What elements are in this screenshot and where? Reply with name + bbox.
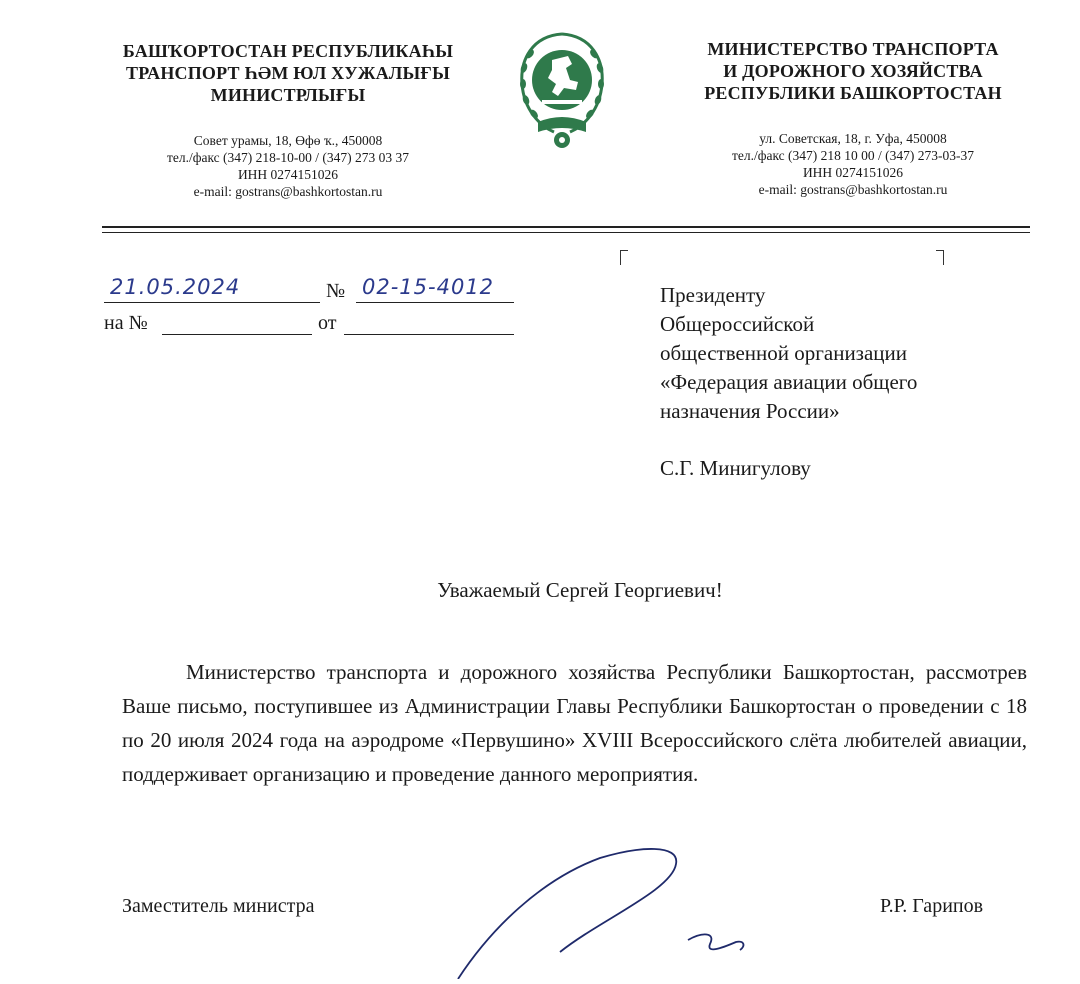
left-contact-email: e-mail: gostrans@bashkortostan.ru [193, 184, 383, 199]
number-underline [356, 302, 514, 303]
header-divider-thin [102, 232, 1030, 233]
signatory-position: Заместитель министра [122, 895, 315, 917]
handwritten-signature [440, 840, 760, 979]
letter-body-text: Министерство транспорта и дорожного хозяйства Республики Башкортостан, рассмотрев Ваше письмо, поступившее из Администрации Главы Республики Башкортостан о проведении с 18 по 20 июля 2024 года на аэродроме «Первушино» XVIII Всероссийского слёта любителей авиации, поддерживает организацию и проведение данного мероприятия. [122, 660, 1027, 786]
right-contact-inn: ИНН 0274151026 [802, 165, 904, 180]
handwritten-date: 21.05.2024 [110, 275, 241, 299]
right-contact-email: e-mail: gostrans@bashkortostan.ru [758, 182, 948, 197]
right-title-line-2: И ДОРОЖНОГО ХОЗЯЙСТВА [723, 61, 983, 81]
letter-body [122, 655, 1027, 791]
number-label: № [326, 280, 346, 302]
ref-from-label: от [318, 312, 337, 334]
addressee-line-2: Общероссийской [660, 312, 815, 336]
left-contact-inn: ИНН 0274151026 [237, 167, 339, 182]
left-contact-phone: тел./факс (347) 218-10-00 / (347) 273 03 37 [166, 150, 410, 165]
addressee-line-1: Президенту [660, 283, 766, 307]
addressee-block [660, 281, 917, 483]
addressee-line-3: общественной организации [660, 341, 908, 365]
addressee-line-5: назначения России» [660, 399, 840, 423]
ref-number-underline [162, 334, 312, 335]
ref-number-label: на № [104, 312, 148, 334]
left-header-bashkir [88, 40, 488, 200]
left-contact-address: Совет урамы, 18, Өфө ҡ., 450008 [193, 133, 383, 148]
left-header-title [88, 40, 488, 106]
addressee-name: С.Г. Минигулову [660, 456, 811, 480]
right-header-title [668, 38, 1038, 104]
left-header-contacts [88, 132, 488, 200]
ref-from-underline [344, 334, 514, 335]
right-header-contacts [668, 130, 1038, 198]
left-title-line-2: ТРАНСПОРТ ҺӘМ ЮЛ ХУЖАЛЫҒЫ [126, 63, 450, 83]
left-title-line-3: МИНИСТРЛЫҒЫ [210, 85, 366, 105]
signatory-name: Р.Р. Гарипов [880, 895, 984, 917]
right-contact-phone: тел./факс (347) 218 10 00 / (347) 273-03-37 [731, 148, 975, 163]
addressee-corner-right [936, 250, 944, 265]
bashkortostan-coat-of-arms-icon [512, 22, 612, 152]
right-contact-address: ул. Советская, 18, г. Уфа, 450008 [759, 131, 947, 146]
handwritten-reg-number: 02-15-4012 [362, 275, 495, 299]
salutation: Уважаемый Сергей Георгиевич! [437, 578, 723, 602]
left-title-line-1: БАШҠОРТОСТАН РЕСПУБЛИКАҺЫ [122, 41, 454, 61]
date-underline [104, 302, 320, 303]
header-divider-thick [102, 226, 1030, 228]
right-header-russian [668, 38, 1038, 198]
right-title-line-3: РЕСПУБЛИКИ БАШКОРТОСТАН [704, 83, 1002, 103]
addressee-line-4: «Федерация авиации общего [660, 370, 918, 394]
right-title-line-1: МИНИСТЕРСТВО ТРАНСПОРТА [707, 39, 999, 59]
addressee-corner-left [620, 250, 628, 265]
